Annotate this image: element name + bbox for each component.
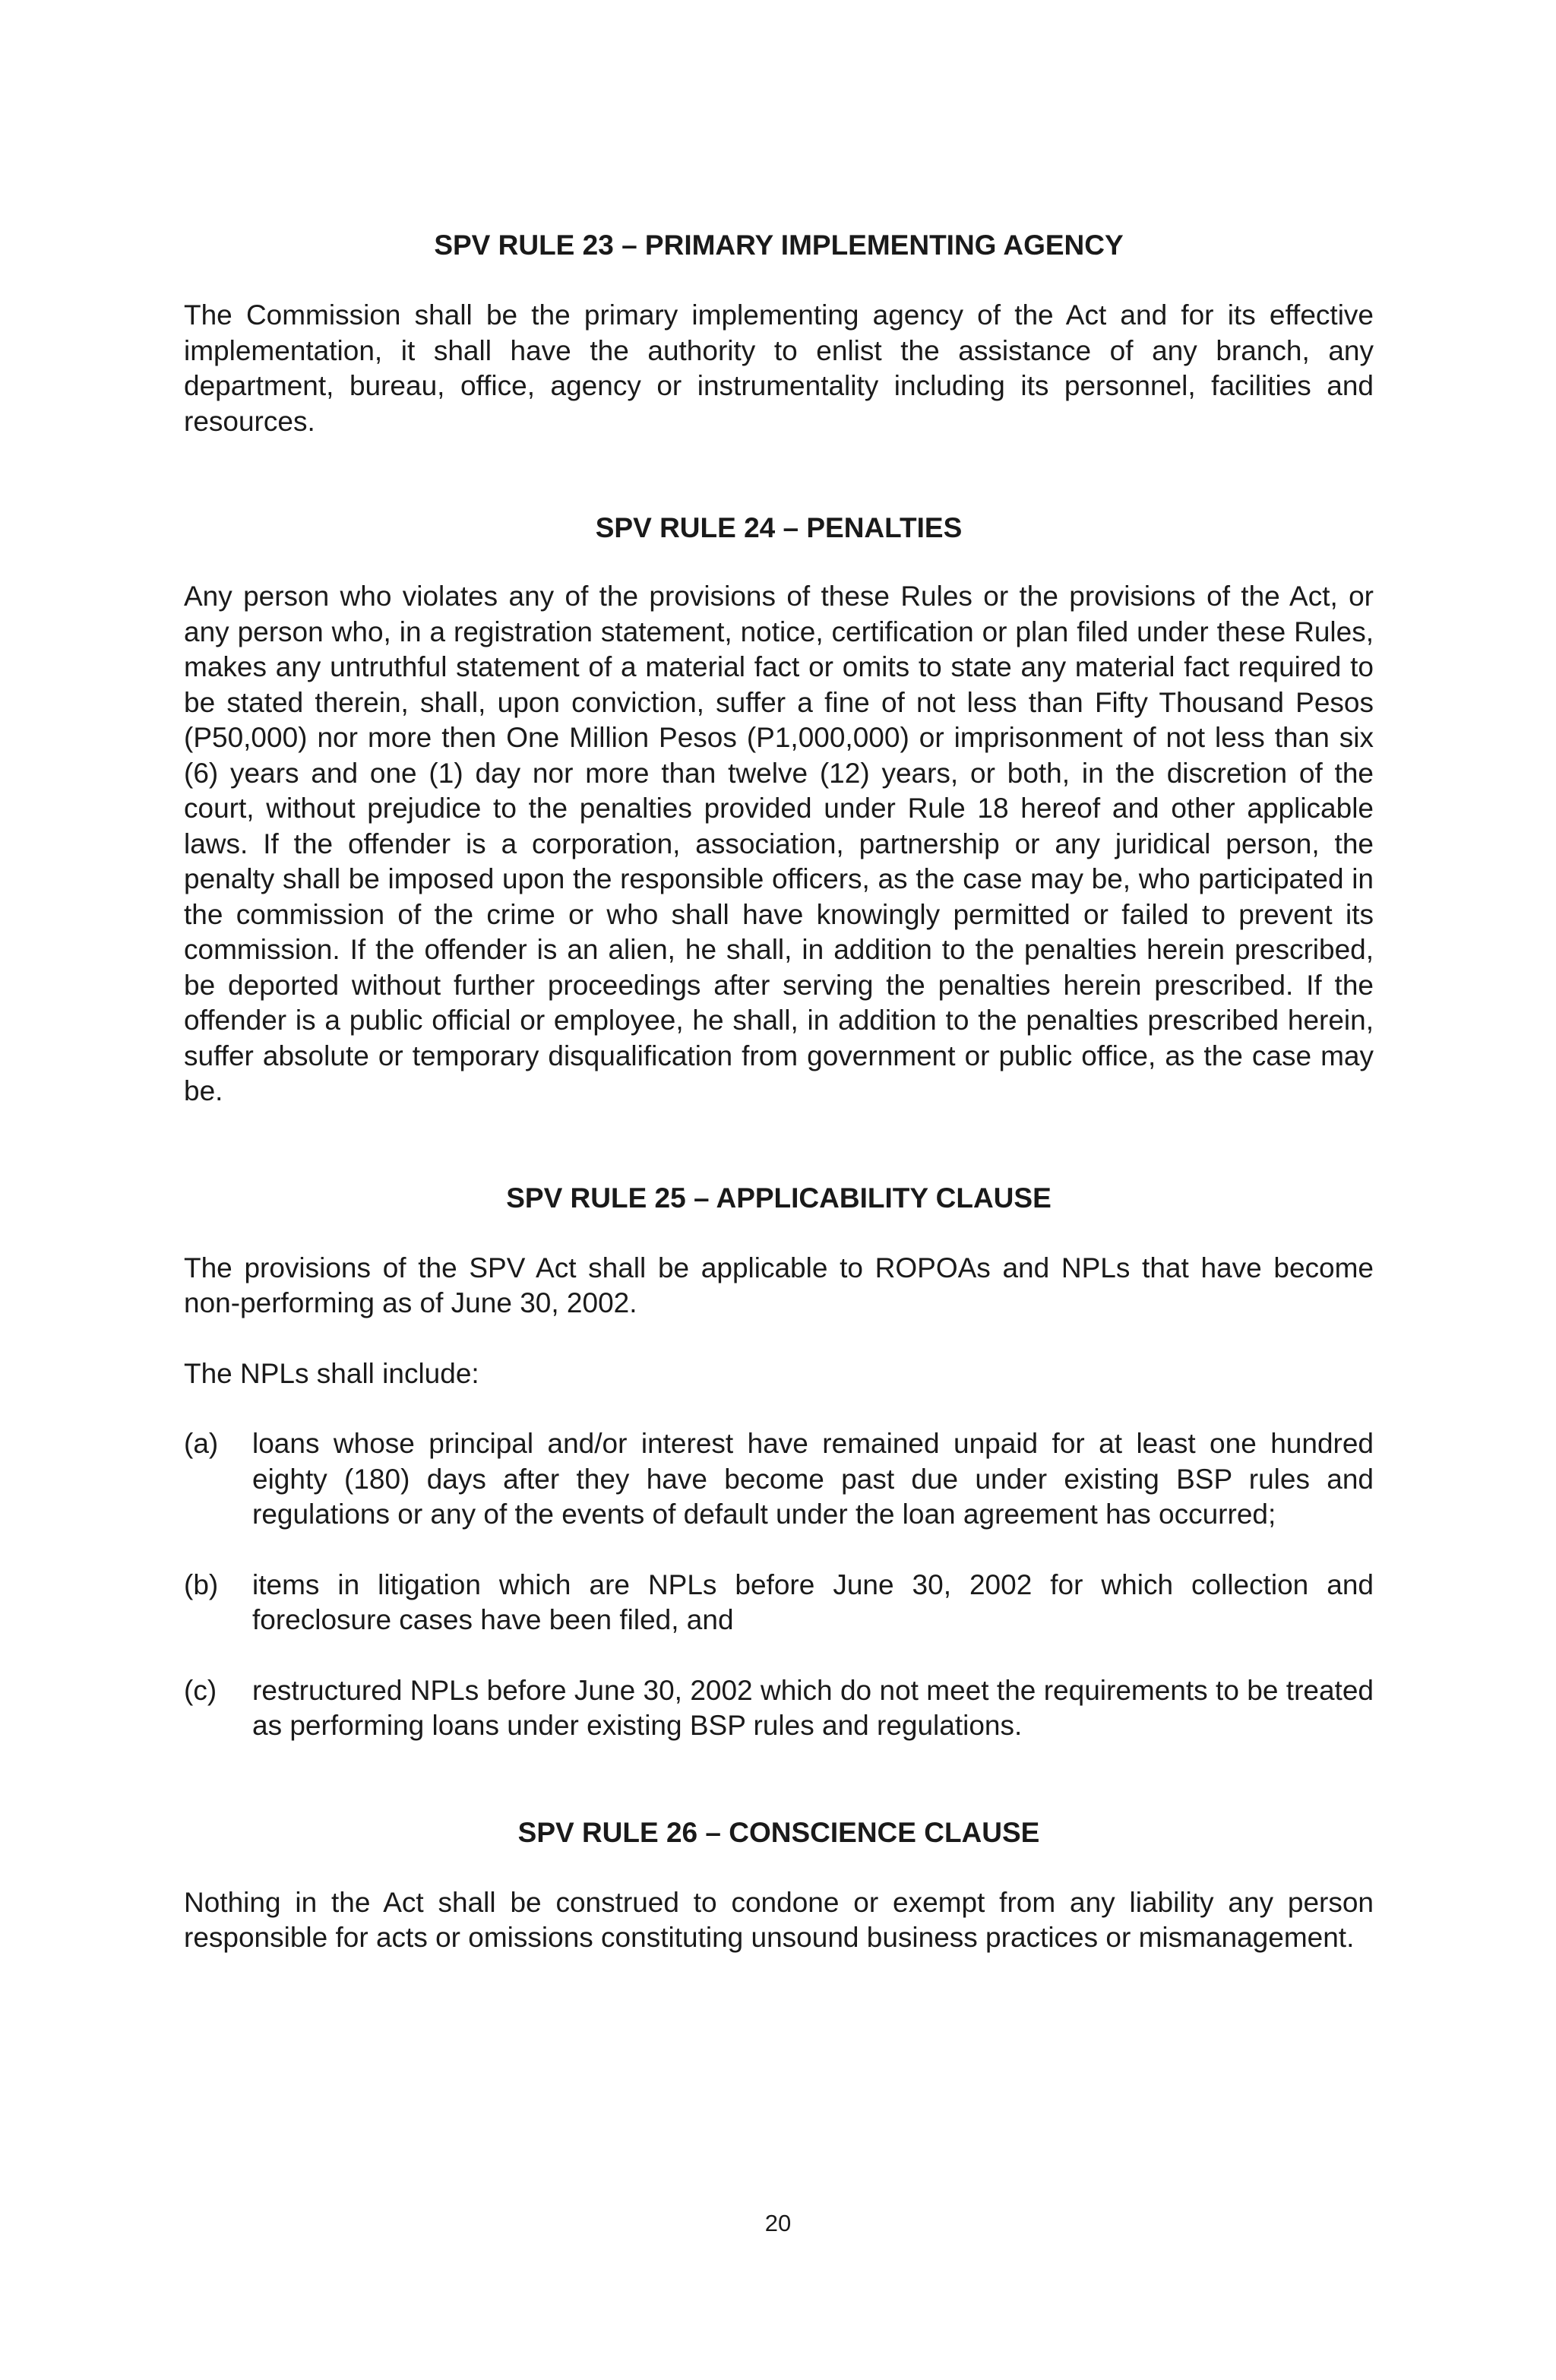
rule-25-section [184,1181,1374,1744]
rule-24-heading: SPV RULE 24 – PENALTIES [595,512,963,543]
npl-intro: The NPLs shall include: [184,1357,479,1389]
rule-24-section [184,511,1374,1109]
rule-25-heading: SPV RULE 25 – APPLICABILITY CLAUSE [506,1182,1052,1214]
list-marker: (a) [184,1428,219,1459]
list-item-text: loans whose principal and/or interest have remained unpaid for at least one hundred eighty (180) days after they have become past due under existing BSP rules and regulations or any of the events of default under the loan agreement has occurred; [252,1428,1374,1530]
list-item [184,1568,1374,1638]
rule-23-section [184,228,1374,439]
list-item-text: items in litigation which are NPLs before June 30, 2002 for which collection and foreclosure cases have been filed, and [252,1568,1374,1635]
rule-26-paragraph: Nothing in the Act shall be construed to condone or exempt from any liability any person responsible for acts or omissions constituting unsound business practices or mismanagement. [184,1886,1374,1953]
npl-list [184,1426,1374,1744]
list-item [184,1426,1374,1533]
list-marker: (c) [184,1674,217,1706]
rule-26-heading: SPV RULE 26 – CONSCIENCE CLAUSE [517,1816,1040,1848]
rule-23-heading: SPV RULE 23 – PRIMARY IMPLEMENTING AGENCY [434,229,1124,261]
list-item [184,1673,1374,1744]
list-marker: (b) [184,1568,219,1600]
page-content [184,228,1374,1956]
rule-26-section [184,1815,1374,1956]
page-number: 20 [764,2210,792,2236]
rule-25-paragraph: The provisions of the SPV Act shall be applicable to ROPOAs and NPLs that have become non-performing as of June 30, 2002. [184,1252,1374,1318]
rule-24-paragraph: Any person who violates any of the provisions of these Rules or the provisions of the Act, or any person who, in a registration statement, notice, certification or plan filed under these Rules, makes any untruthful statement of a material fact or omits to state any material fact required to be stated therein, shall, upon conviction, suffer a fine of not less than Fifty Thousand Pesos (P50,000) nor more then One Million Pesos (P1,000,000) or imprisonment of not less than six (6) years and one (1) day nor more than twelve (12) years, or both, in the discretion of the court, without prejudice to the penalties provided under Rule 18 hereof and other applicable laws. If the offender is a corporation, association, partnership or any juridical person, the penalty shall be imposed upon the responsible officers, as the case may be, who participated in the commission of the crime or who shall have knowingly permitted or failed to prevent its commission. If the offender is an alien, he shall, in addition to the penalties herein prescribed, be deported without further proceedings after serving the penalties herein prescribed. If the offender is a public official or employee, he shall, in addition to the penalties prescribed herein, suffer absolute or temporary disqualification from government or public office, as the case may be. [184,581,1374,1106]
rule-23-paragraph: The Commission shall be the primary implementing agency of the Act and for its effective implementation, it shall have the authority to enlist the assistance of any branch, any department, bureau, office, agency or instrumentality including its personnel, facilities and resources. [184,299,1374,437]
list-item-text: restructured NPLs before June 30, 2002 which do not meet the requirements to be treated as performing loans under existing BSP rules and regulations. [252,1674,1374,1741]
